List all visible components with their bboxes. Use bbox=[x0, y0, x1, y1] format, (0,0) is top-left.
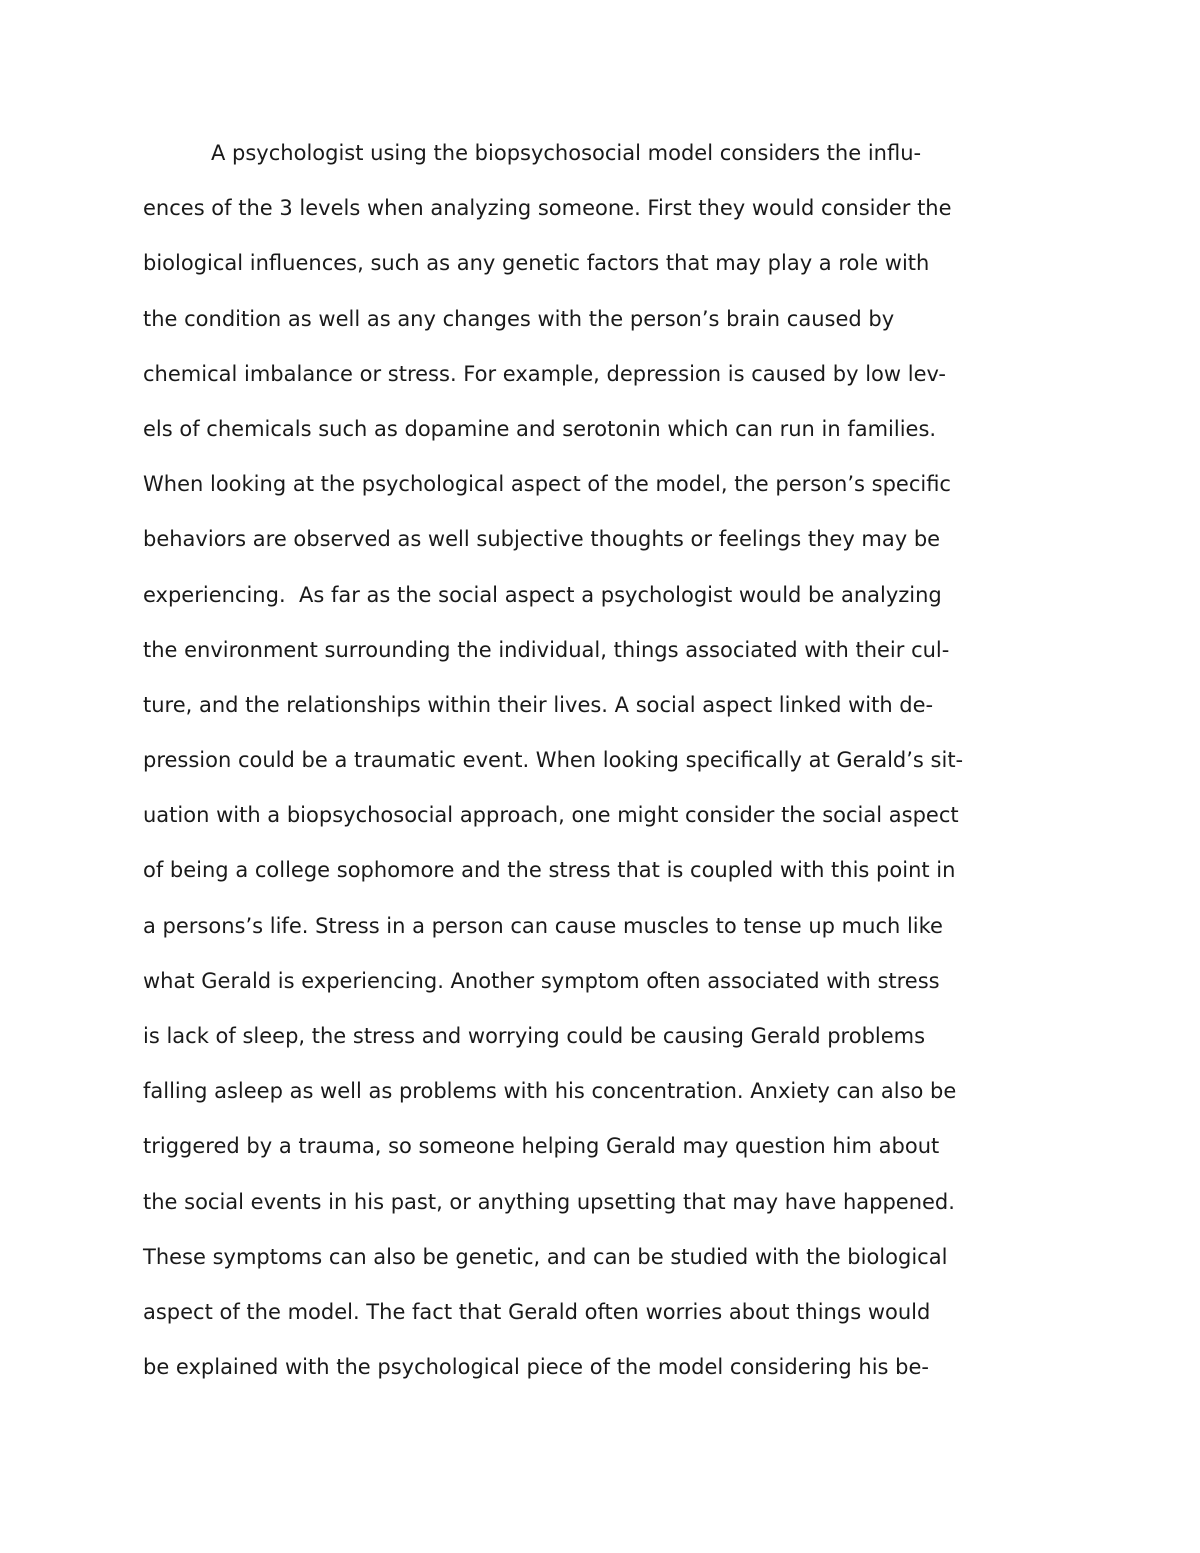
paragraph-line: These symptoms can also be genetic, and can be studied with the biological bbox=[143, 1244, 948, 1269]
paragraph-line: els of chemicals such as dopamine and serotonin which can run in families. bbox=[143, 416, 937, 441]
paragraph-line: is lack of sleep, the stress and worrying could be causing Gerald problems bbox=[143, 1024, 926, 1048]
paragraph-line: When looking at the psychological aspect of the model, the person’s specific bbox=[143, 472, 951, 497]
paragraph-line: of being a college sophomore and the stress that is coupled with this point in bbox=[143, 858, 956, 883]
paragraph-line: biological influences, such as any genetic factors that may play a role with bbox=[143, 251, 930, 276]
paragraph-line: the social events in his past, or anything upsetting that may have happened. bbox=[143, 1189, 955, 1214]
paragraph-line: ture, and the relationships within their lives. A social aspect linked with de- bbox=[143, 692, 934, 717]
paragraph-line: ences of the 3 levels when analyzing someone. First they would consider the bbox=[143, 196, 952, 221]
paragraph-line: falling asleep as well as problems with his concentration. Anxiety can also be bbox=[143, 1079, 957, 1104]
paragraph-line: uation with a biopsychosocial approach, one might consider the social aspect bbox=[143, 803, 959, 828]
paragraph-line: the environment surrounding the individual, things associated with their cul- bbox=[143, 637, 950, 662]
paragraph-line: A psychologist using the biopsychosocial model considers the influ- bbox=[211, 141, 922, 165]
paragraph-line: triggered by a trauma, so someone helping Gerald may question him about bbox=[143, 1134, 940, 1159]
paragraph-line: chemical imbalance or stress. For example, depression is caused by low lev- bbox=[143, 361, 946, 386]
paragraph-line: what Gerald is experiencing. Another symptom often associated with stress bbox=[143, 968, 940, 993]
paragraph-line: aspect of the model. The fact that Gerald often worries about things would bbox=[143, 1299, 931, 1324]
paragraph-line: the condition as well as any changes with the person’s brain caused by bbox=[143, 306, 895, 331]
paragraph-line: a persons’s life. Stress in a person can cause muscles to tense up much like bbox=[143, 913, 943, 938]
paragraph-line: be explained with the psychological piece of the model considering his be- bbox=[143, 1355, 929, 1380]
paragraph-line: experiencing. As far as the social aspect a psychologist would be analyzing bbox=[143, 582, 942, 607]
paragraph-line: behaviors are observed as well subjective thoughts or feelings they may be bbox=[143, 527, 941, 552]
body-paragraph bbox=[143, 126, 1073, 1395]
paragraph-line: pression could be a traumatic event. When looking specifically at Gerald’s sit- bbox=[143, 748, 964, 773]
